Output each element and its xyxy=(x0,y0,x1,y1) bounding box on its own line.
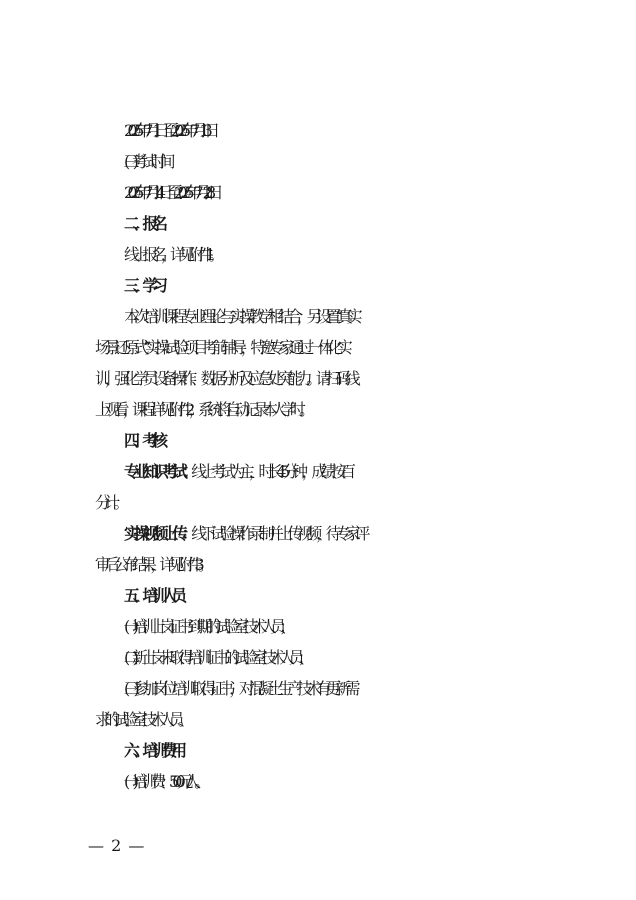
section-heading-assessment: 四 、考核 xyxy=(124,431,162,450)
training-period-dates: 2025 年 7 月 1 日至 2025 年 7 月 13 日 xyxy=(124,121,214,140)
video-upload-line-1 xyxy=(124,524,594,544)
section-heading-fees: 六 、培训费用 xyxy=(124,741,181,760)
exam-time-subheading: (三)考试时间 xyxy=(124,152,169,171)
study-paragraph-line-3: 训，强化学员设备操作、数据分析及应急处突能力。请扫码线 xyxy=(95,369,355,388)
video-upload-line-2: 审后公布结果，详见附件 3。 xyxy=(95,555,208,574)
trainee-item-1: (一)培训上岗证书到期的试验室技术人员； xyxy=(124,617,289,636)
section-heading-study: 三 、学习 xyxy=(124,276,162,295)
registration-text: 线上报名，详见附件 1。 xyxy=(124,245,218,264)
page-number: — 2 — xyxy=(88,836,146,855)
fee-item-1: (一)培训费：500 元/人。 xyxy=(124,772,204,791)
trainee-item-2: (二)新上岗未取得培训证书的试验室技术人员； xyxy=(124,648,307,667)
knowledge-exam-label: 专业知识考试： xyxy=(124,462,192,481)
knowledge-exam-line-2: 分计。 xyxy=(95,493,123,512)
knowledge-exam-text: 线上考试为主，时长 45 分钟，成绩按百 xyxy=(191,462,350,481)
video-upload-label: 实操视频上传： xyxy=(124,524,192,543)
study-paragraph-line-2: 场景还原式”实操试验项目考前辅导，特邀专家通过一体化实 xyxy=(95,338,347,357)
exam-period-dates: 2025 年 7 月 14 日至 2025 年 7 月 28 日 xyxy=(124,183,217,202)
study-paragraph-line-4: 上观看，课程详见附件 2，系统将自动记录本人学时。 xyxy=(95,400,309,419)
section-heading-registration: 二 、报名 xyxy=(124,214,162,233)
study-paragraph-line-1: 本次培训课程专业理论与实操教学相结合，另设置“真实 xyxy=(124,307,357,326)
section-heading-trainees: 五 、培训人员 xyxy=(124,586,181,605)
trainee-item-3-line-2: 求的试验室技术人员。 xyxy=(95,710,188,729)
knowledge-exam-line-1 xyxy=(124,462,594,482)
trainee-item-3-line-1: (三)参加岗位培训取得证书，对混凝土生产技术有更新需 xyxy=(124,679,355,698)
video-upload-text: 线下试验操作录制并上传视频，待专家评 xyxy=(191,524,365,543)
